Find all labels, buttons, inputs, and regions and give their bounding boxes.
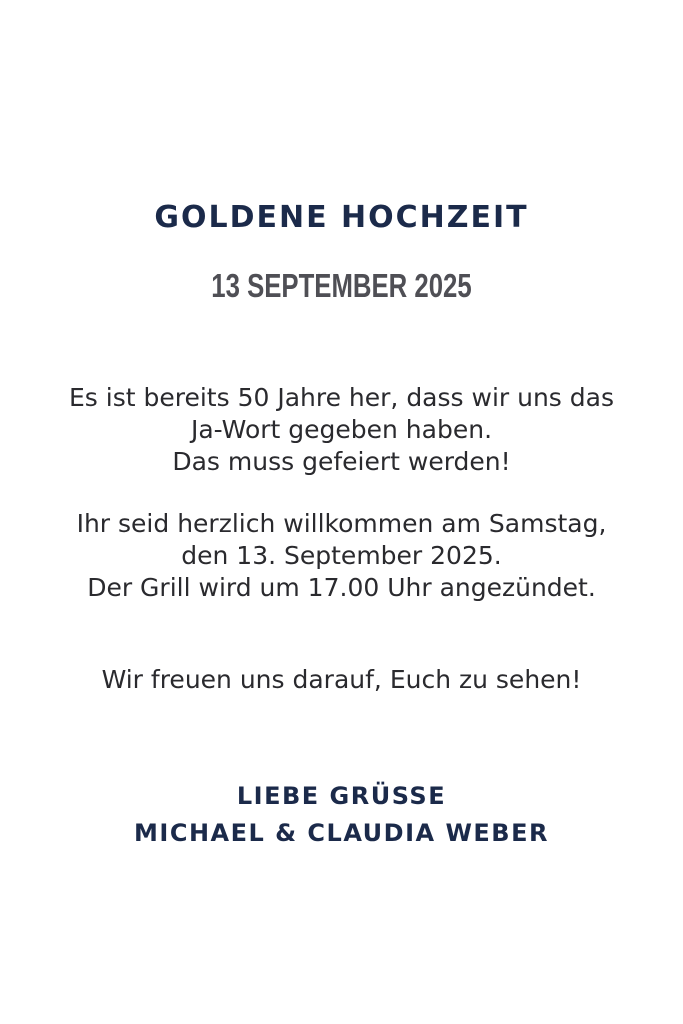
details-line: Ihr seid herzlich willkommen am Samstag, (76, 509, 607, 538)
closing-paragraph (20, 664, 663, 696)
intro-line: Ja-Wort gegeben haben. (190, 415, 493, 444)
event-date: 13 SEPTEMBER 2025 (211, 267, 472, 304)
details-line: den 13. September 2025. (181, 541, 502, 570)
details-line: Der Grill wird um 17.00 Uhr angezündet. (87, 573, 596, 602)
details-paragraph (20, 508, 663, 604)
page-title: GOLDENE HOCHZEIT (154, 200, 529, 235)
intro-line: Das muss gefeiert werden! (172, 447, 511, 476)
closing-line: Wir freuen uns darauf, Euch zu sehen! (101, 665, 582, 694)
greeting: LIEBE GRÜSSE (236, 782, 447, 810)
intro-line: Es ist bereits 50 Jahre her, dass wir uns das (69, 383, 614, 412)
signature: MICHAEL & CLAUDIA WEBER (134, 819, 549, 847)
intro-paragraph (20, 382, 663, 478)
